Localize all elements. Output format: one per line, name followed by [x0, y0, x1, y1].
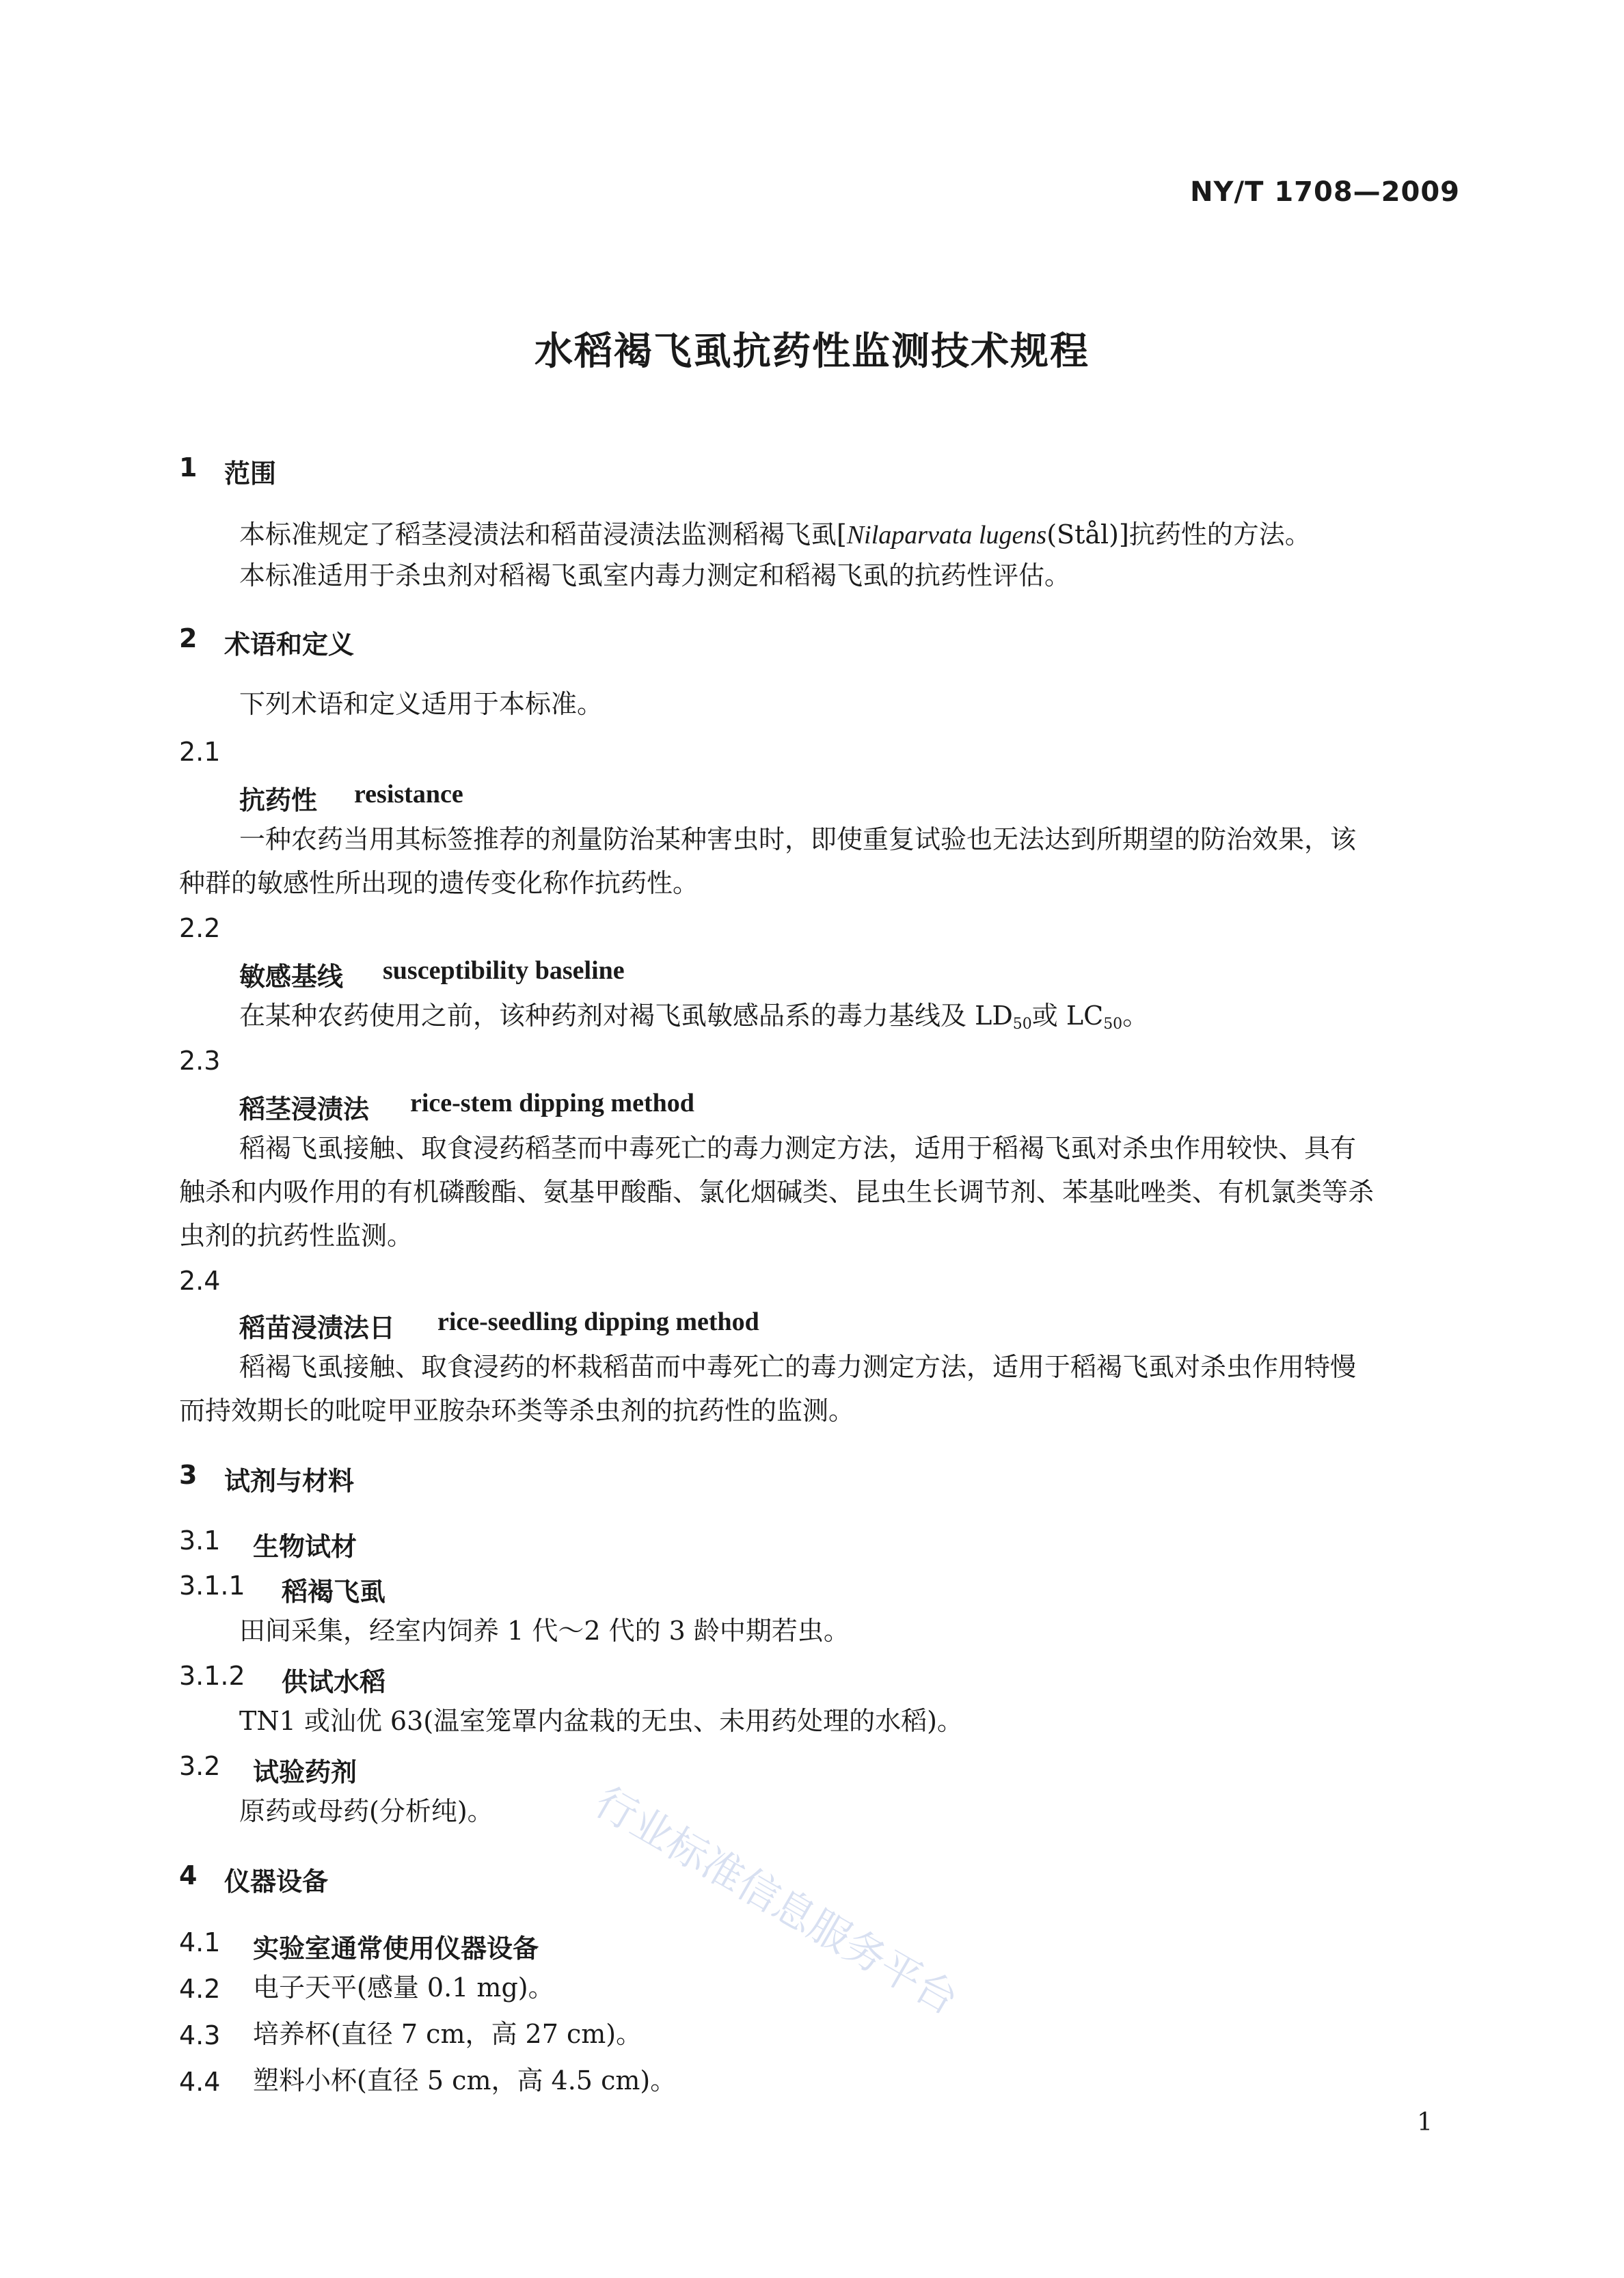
standard-code: NY/T 1708—2009 — [1190, 176, 1460, 208]
clause-number: 3.1 — [179, 1526, 221, 1556]
subscript: 50 — [1012, 1016, 1032, 1033]
text-span: (Stål)]抗药性的方法。 — [1046, 519, 1311, 550]
subscript: 50 — [1103, 1016, 1123, 1033]
clause-number: 4.3 — [179, 2020, 221, 2050]
clause-number: 2.3 — [179, 1046, 221, 1076]
clause-heading: 实验室通常使用仪器设备 — [253, 1934, 539, 1964]
term-chinese: 抗药性 — [239, 785, 318, 815]
text-span: 本标准规定了稻茎浸渍法和稻苗浸渍法监测稻褐飞虱[ — [239, 519, 847, 550]
text-span: 或 LC — [1031, 1001, 1104, 1031]
clause-number: 3.1.2 — [179, 1661, 245, 1691]
definition-line: 触杀和内吸作用的有机磷酸酯、氨基甲酸酯、氯化烟碱类、昆虫生长调节剂、苯基吡唑类、有机氯类等杀 — [179, 1177, 1375, 1207]
paragraph: 本标准适用于杀虫剂对稻褐飞虱室内毒力测定和稻褐飞虱的抗药性评估。 — [239, 560, 1071, 591]
section-number: 1 — [179, 452, 198, 483]
paragraph — [239, 513, 1311, 557]
clause-number: 2.1 — [179, 737, 221, 767]
species-name: Nilaparvata lugens — [846, 521, 1047, 550]
paragraph: 电子天平(感量 0.1 mg)。 — [253, 1972, 554, 2003]
clause-number: 2.2 — [179, 913, 221, 943]
paragraph: 塑料小杯(直径 5 cm，高 4.5 cm)。 — [253, 2065, 677, 2096]
definition-line: 而持效期长的吡啶甲亚胺杂环类等杀虫剂的抗药性的监测。 — [179, 1396, 855, 1426]
text-span: 。 — [1122, 1001, 1149, 1031]
section-number: 2 — [179, 623, 198, 653]
clause-number: 3.1.1 — [179, 1571, 245, 1601]
paragraph: 培养杯(直径 7 cm，高 27 cm)。 — [253, 2019, 642, 2049]
section-heading: 范围 — [224, 459, 277, 489]
definition-line: 稻褐飞虱接触、取食浸药稻茎而中毒死亡的毒力测定方法，适用于稻褐飞虱对杀虫作用较快、具有 — [239, 1133, 1357, 1163]
clause-number: 4.2 — [179, 1974, 221, 2004]
term-english: resistance — [354, 780, 463, 809]
clause-heading: 生物试材 — [253, 1532, 357, 1562]
text-span: 在某种农药使用之前，该种药剂对褐飞虱敏感品系的毒力基线及 LD — [239, 1001, 1013, 1031]
clause-heading: 试验药剂 — [253, 1757, 357, 1787]
page-number: 1 — [1417, 2108, 1433, 2137]
clause-heading: 稻褐飞虱 — [282, 1577, 386, 1607]
section-heading: 试剂与材料 — [224, 1466, 355, 1496]
watermark: 行业标准信息服务平台 — [586, 1778, 966, 2024]
paragraph: TN1 或汕优 63(温室笼罩内盆栽的无虫、未用药处理的水稻)。 — [239, 1706, 963, 1736]
section-number: 4 — [179, 1860, 198, 1890]
clause-number: 3.2 — [179, 1751, 221, 1781]
clause-number: 4.4 — [179, 2067, 221, 2097]
clause-number: 2.4 — [179, 1266, 221, 1296]
term-english: rice‑seedling dipping method — [437, 1307, 759, 1336]
paragraph: 下列术语和定义适用于本标准。 — [239, 689, 604, 719]
section-number: 3 — [179, 1460, 198, 1490]
paragraph: 田间采集，经室内饲养 1 代～2 代的 3 龄中期若虫。 — [239, 1616, 850, 1646]
term-chinese: 敏感基线 — [239, 962, 344, 992]
term-chinese: 稻苗浸渍法日 — [239, 1313, 396, 1343]
definition-line — [239, 994, 1148, 1046]
section-heading: 术语和定义 — [224, 629, 355, 660]
term-chinese: 稻茎浸渍法 — [239, 1094, 370, 1124]
definition-line: 种群的敏感性所出现的遗传变化称作抗药性。 — [179, 868, 699, 898]
clause-number: 4.1 — [179, 1927, 221, 1957]
clause-heading: 供试水稻 — [282, 1667, 386, 1697]
term-english: rice‑stem dipping method — [410, 1089, 694, 1117]
document-title: 水稻褐飞虱抗药性监测技术规程 — [534, 329, 1090, 374]
section-heading: 仪器设备 — [224, 1867, 329, 1897]
definition-line: 稻褐飞虱接触、取食浸药的杯栽稻苗而中毒死亡的毒力测定方法，适用于稻褐飞虱对杀虫作用特慢 — [239, 1352, 1357, 1382]
term-english: susceptibility baseline — [383, 956, 625, 985]
definition-line: 虫剂的抗药性监测。 — [179, 1221, 414, 1251]
paragraph: 原药或母药(分析纯)。 — [239, 1796, 493, 1826]
definition-line: 一种农药当用其标签推荐的剂量防治某种害虫时，即使重复试验也无法达到所期望的防治效果，该 — [239, 824, 1357, 854]
